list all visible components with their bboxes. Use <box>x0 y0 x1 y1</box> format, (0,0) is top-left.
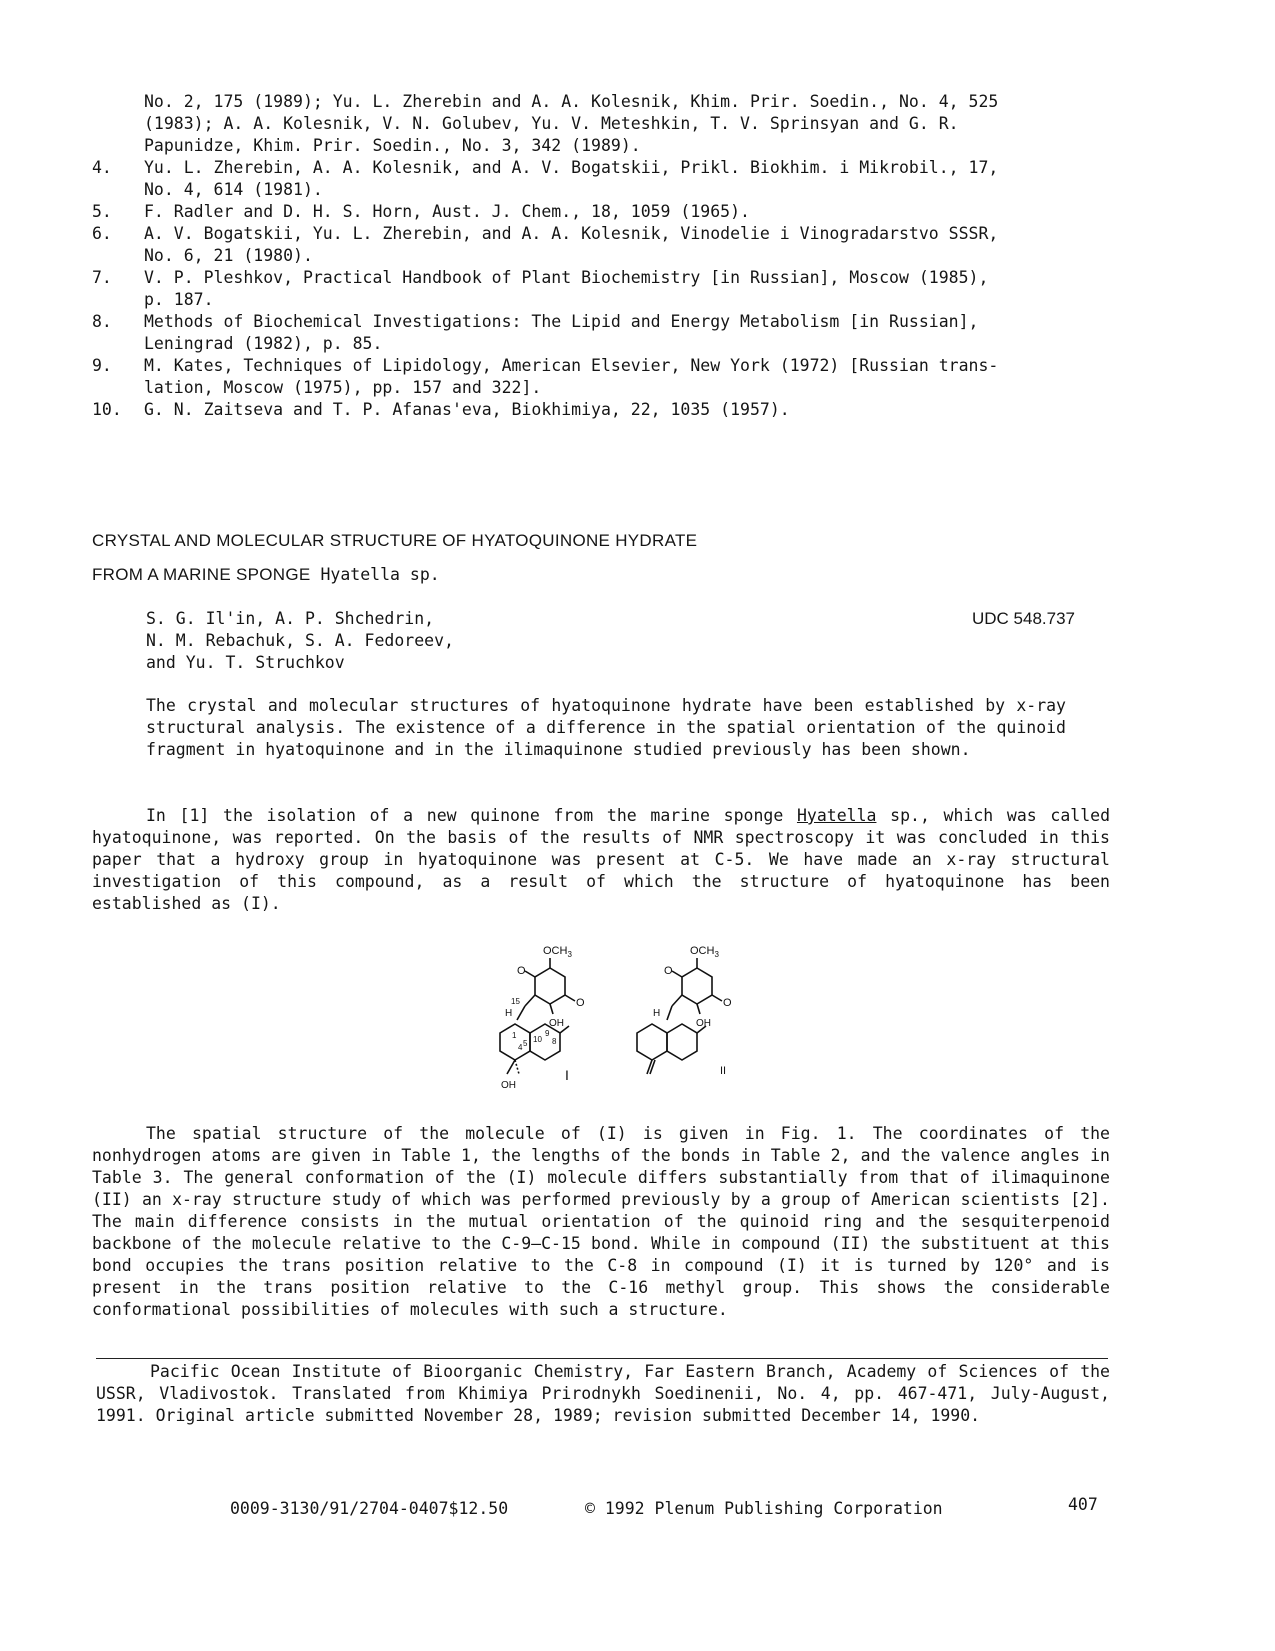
bond <box>667 1006 672 1020</box>
article-title-line1: CRYSTAL AND MOLECULAR STRUCTURE OF HYATOQUINONE HYDRATE <box>92 531 698 550</box>
atom-number-4: 4 <box>518 1043 523 1052</box>
hydrogen-label: H <box>653 1008 661 1019</box>
hydrogen-label: H <box>505 1008 513 1019</box>
atom-number-1: 1 <box>512 1031 517 1040</box>
reference-3-continued <box>92 91 1152 157</box>
hydroxy-label: OH <box>696 1018 711 1029</box>
compound-label-ii: II <box>720 1065 727 1077</box>
reference-line: F. Radler and D. H. S. Horn, Aust. J. Chem., 18, 1059 (1965). <box>144 202 750 221</box>
article-title-lead: FROM A MARINE SPONGE <box>92 565 311 584</box>
body-paragraph-2: The spatial structure of the molecule of (I) is given in Fig. 1. The coordinates of the nonhydrogen atoms are given in Table 1, the lengths of the bonds in Table 2, and the valence angles in Table 3. The general conformation of the (I) molecule differs substantially from that of ilimaquinone (II) an x-ray structure study of which was performed previously by a group of American scientists [2]. The main difference consists in the mutual orientation of the quinoid ring and the sesquiterpenoid backbone of the molecule relative to the C-9—C-15 bond. While in compound (II) the substituent at this bond occupies the trans position relative to the C-8 in compound (I) it is turned by 120° and is present in the trans position relative to the C-16 methyl group. This shows the considerable conformational possibilities of molecules with such a structure. <box>92 1124 1110 1319</box>
footnote-divider <box>96 1358 1108 1359</box>
bond <box>507 1060 515 1074</box>
reference-number: 6. <box>92 224 112 243</box>
article-title-line2 <box>92 564 440 586</box>
reference-line: G. N. Zaitseva and T. P. Afanas'eva, Biokhimiya, 22, 1035 (1957). <box>144 400 790 419</box>
reference-number: 7. <box>92 268 112 287</box>
decalin-ring-left-ii <box>637 1024 667 1060</box>
reference-line: No. 4, 614 (1981). <box>144 180 323 199</box>
reference-4 <box>92 157 1152 201</box>
bond <box>515 1060 519 1074</box>
article-code: 0009-3130/91/2704-0407$12.50 <box>230 1499 509 1518</box>
author-line: N. M. Rebachuk, S. A. Fedoreev, <box>146 631 454 650</box>
reference-line: No. 6, 21 (1980). <box>144 246 313 265</box>
abstract: The crystal and molecular structures of hyatoquinone hydrate have been established by x-ray structural analysis. The existence of a difference in the spatial orientation of the quinoid fragment in hyatoquinone and in the ilimaquinone studied previously has been shown. <box>146 696 1066 759</box>
paragraph-text: In [1] the isolation of a new quinone from the marine sponge <box>146 806 797 825</box>
paragraph-text: sp., which was called hyatoquinone, was reported. On the basis of the results of NMR spectroscopy it was concluded in this paper that a hydroxy group in hyatoquinone was present at C-5. We have made an x-ray structural investigation of this compound, as a result of which the structure of hyatoquinone has been established as (I). <box>92 806 1110 913</box>
bond <box>672 971 682 977</box>
affiliation-footnote: Pacific Ocean Institute of Bioorganic Chemistry, Far Eastern Branch, Academy of Sciences of the USSR, Vladivostok. Translated from Khimiya Prirodnykh Soedinenii, No. 4, pp. 467-471, July-August, 1991. Original article submitted November 28, 1989; revision submitted December 14, 1990. <box>96 1362 1110 1425</box>
decalin-ring-right-ii <box>667 1024 697 1060</box>
carbonyl-o-label: O <box>664 965 673 977</box>
bond <box>525 995 535 1006</box>
reference-9 <box>92 355 1152 399</box>
bond <box>525 971 535 977</box>
bond <box>565 995 575 1001</box>
carbonyl-o-label: O <box>576 997 585 1009</box>
quinone-ring-ii <box>682 968 712 1004</box>
reference-line: A. V. Bogatskii, Yu. L. Zherebin, and A. A. Kolesnik, Vinodelie i Vinogradarstvo SSSR, <box>144 224 999 243</box>
bond <box>697 1004 700 1014</box>
reference-6 <box>92 223 1152 267</box>
reference-line: lation, Moscow (1975), pp. 157 and 322]. <box>144 378 542 397</box>
author-line: S. G. Il'in, A. P. Shchedrin, <box>146 609 435 628</box>
hydroxy-label: OH <box>501 1080 516 1091</box>
carbonyl-o-label: O <box>517 965 526 977</box>
bond <box>672 995 682 1006</box>
reference-line: (1983); A. A. Kolesnik, V. N. Golubev, Yu. V. Meteshkin, T. V. Sprinsyan and G. R. <box>144 114 959 133</box>
genus-name: Hyatella <box>796 806 877 825</box>
methoxy-label: $OCH_3$ <box>690 945 719 959</box>
atom-number-15: 15 <box>511 997 520 1006</box>
reference-line: Leningrad (1982), p. 85. <box>144 334 383 353</box>
udc-code: UDC 548.737 <box>972 609 1076 628</box>
reference-7 <box>92 267 1152 311</box>
page-number: 407 <box>1068 1495 1098 1514</box>
quinone-ring-i <box>535 968 565 1004</box>
methoxy-label: $OCH_3$ <box>543 945 572 959</box>
reference-10 <box>92 399 1152 421</box>
reference-line: Yu. L. Zherebin, A. A. Kolesnik, and A. V. Bogatskii, Prikl. Biokhim. i Mikrobil., 17, <box>144 158 999 177</box>
atom-number-9: 9 <box>545 1029 550 1038</box>
reference-number: 4. <box>92 158 112 177</box>
reference-line: Papunidze, Khim. Prir. Soedin., No. 3, 342 (1989). <box>144 136 641 155</box>
reference-number: 8. <box>92 312 112 331</box>
reference-line: No. 2, 175 (1989); Yu. L. Zherebin and A. A. Kolesnik, Khim. Prir. Soedin., No. 4, 525 <box>144 92 999 111</box>
reference-8 <box>92 311 1152 355</box>
reference-line: p. 187. <box>144 290 214 309</box>
reference-number: 10. <box>92 400 122 419</box>
reference-line: Methods of Biochemical Investigations: The Lipid and Energy Metabolism [in Russian], <box>144 312 979 331</box>
chemical-structure-figure <box>465 938 765 1098</box>
atom-number-8: 8 <box>552 1037 557 1046</box>
reference-number: 9. <box>92 356 112 375</box>
author-line: and Yu. T. Struchkov <box>146 653 345 672</box>
atom-number-10: 10 <box>533 1035 542 1044</box>
reference-list <box>92 91 1152 421</box>
bond <box>712 995 722 1001</box>
reference-line: M. Kates, Techniques of Lipidology, American Elsevier, New York (1972) [Russian trans- <box>144 356 999 375</box>
compound-label-i: I <box>565 1067 569 1083</box>
atom-number-5: 5 <box>523 1039 528 1048</box>
reference-5 <box>92 201 1152 223</box>
reference-line: V. P. Pleshkov, Practical Handbook of Plant Biochemistry [in Russian], Moscow (1985), <box>144 268 989 287</box>
copyright-notice: © 1992 Plenum Publishing Corporation <box>585 1499 943 1518</box>
bond <box>517 1006 525 1020</box>
author-list <box>146 608 454 674</box>
reference-number: 5. <box>92 202 112 221</box>
bond <box>550 1004 553 1014</box>
carbonyl-o-label: O <box>723 997 732 1009</box>
body-paragraph-1 <box>92 805 1110 915</box>
article-title-genus: Hyatella sp. <box>320 565 440 584</box>
hydroxy-label: OH <box>549 1018 564 1029</box>
